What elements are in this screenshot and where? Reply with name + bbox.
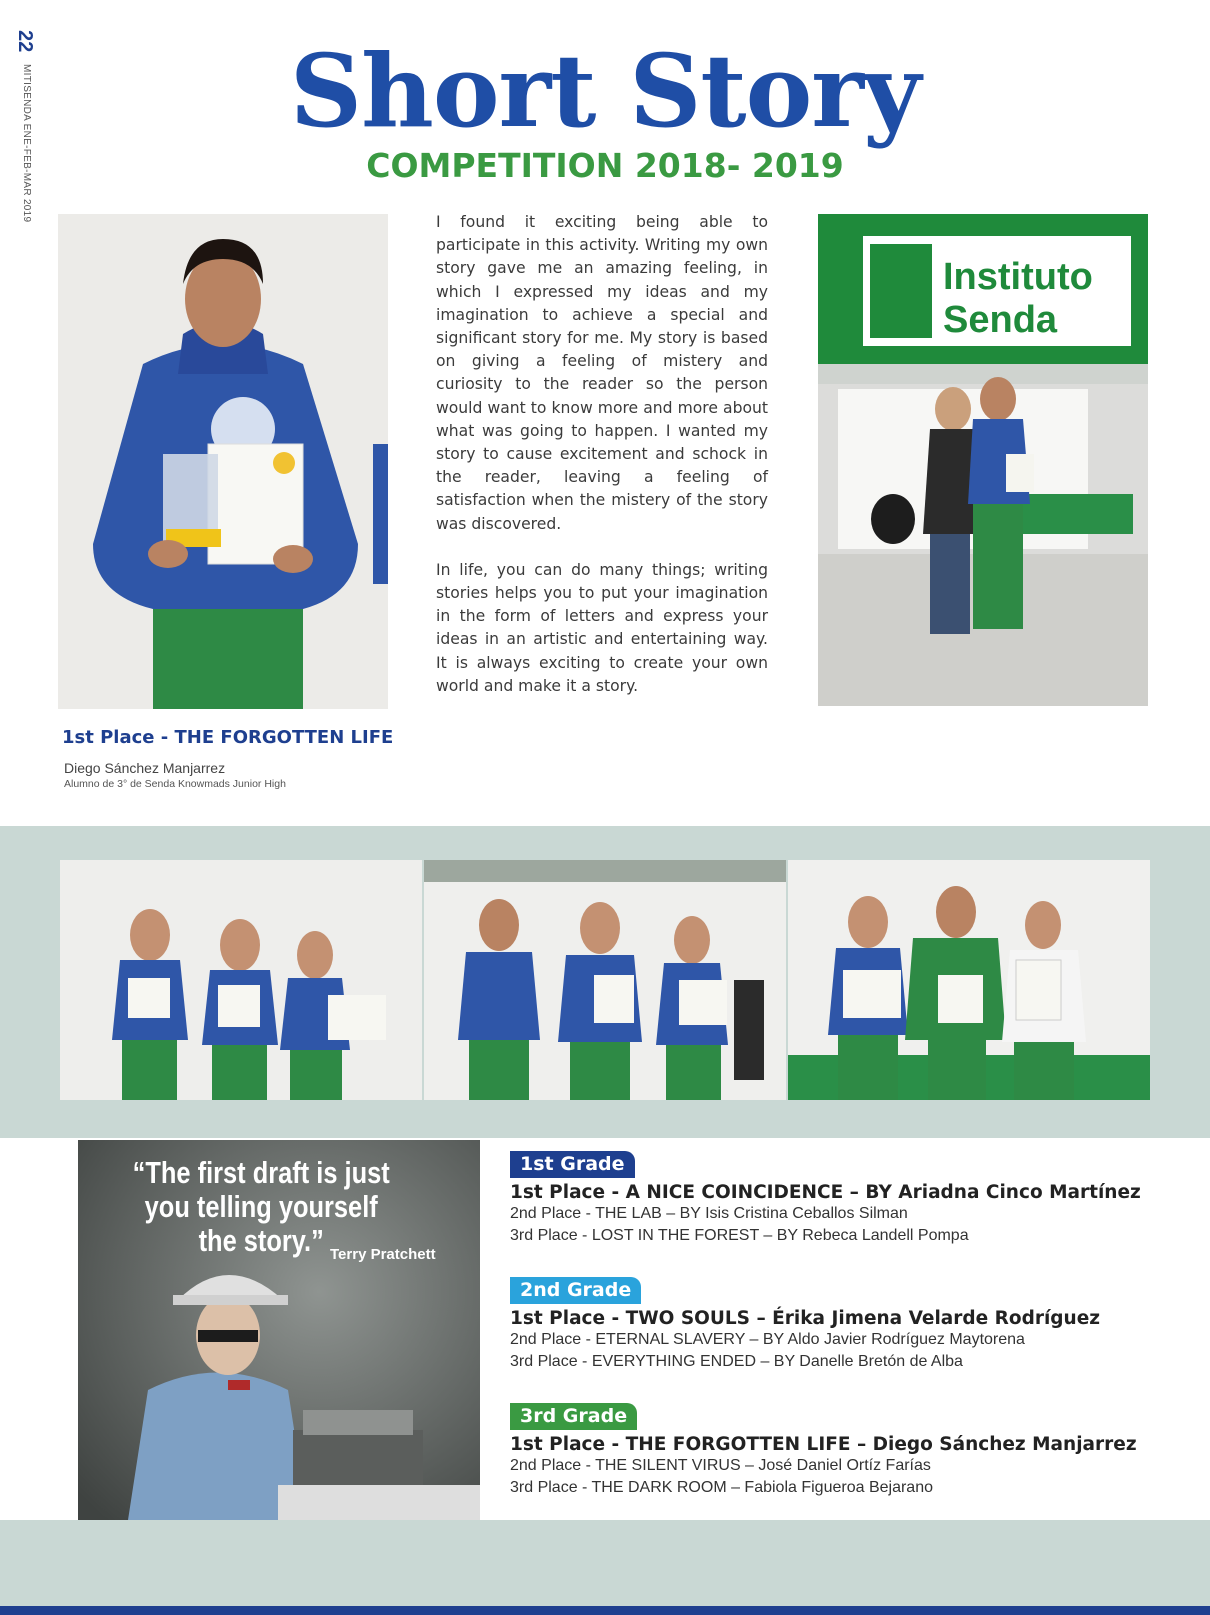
grade-first-place: 1st Place - A NICE COINCIDENCE – BY Ariadna Cinco Martínez	[510, 1182, 1141, 1203]
page-number: 22	[14, 30, 36, 53]
page-title: Short Story	[289, 32, 921, 150]
grade-section-1	[510, 1151, 1200, 1247]
winner-detail: Alumno de 3° de Senda Knowmads Junior High	[64, 778, 286, 790]
winner-caption-title: 1st Place - THE FORGOTTEN LIFE	[62, 727, 394, 748]
winner-name: Diego Sánchez Manjarrez	[64, 760, 226, 776]
footer-bar	[0, 1606, 1210, 1615]
grade-badge: 2nd Grade	[510, 1277, 641, 1304]
article-paragraph: I found it exciting being able to participate in this activity. Writing my own story gave me an amazing feeling, in which I expressed my ideas and my imagination to achieve a special and significant story for me. My story is based on giving a feeling of mistery and curiosity to the reader so the person would want to know more and more about what was going to happen. I wanted my story to cause excitement and schock in the reader, leaving a feeling of satisfaction when the mistery of the story was discovered.	[436, 213, 768, 533]
grade-second-place: 2nd Place - THE SILENT VIRUS – José Daniel Ortíz Farías	[510, 1457, 931, 1474]
grade-second-place: 2nd Place - THE LAB – BY Isis Cristina Ceballos Silman	[510, 1205, 908, 1222]
grade-section-2	[510, 1277, 1200, 1373]
quote-author: Terry Pratchett	[330, 1246, 436, 1263]
grade-first-place: 1st Place - TWO SOULS – Érika Jimena Velarde Rodríguez	[510, 1308, 1101, 1329]
group-photo-2	[424, 860, 786, 1100]
article-body	[436, 211, 768, 721]
grade-third-place: 3rd Place - LOST IN THE FOREST – BY Rebeca Landell Pompa	[510, 1227, 969, 1244]
banner-line-1: Instituto	[943, 256, 1093, 298]
issue-label: MITISENDA ENE-FEB-MAR 2019	[21, 64, 32, 223]
page-subtitle: COMPETITION 2018- 2019	[366, 146, 844, 185]
group-photo-3	[788, 860, 1150, 1100]
group-photo-1	[60, 860, 422, 1100]
winner-photo	[58, 214, 388, 709]
quote-text: “The first draft is just you telling yourself the story.”	[132, 1155, 390, 1258]
grade-section-3	[510, 1403, 1200, 1499]
grade-badge: 3rd Grade	[510, 1403, 637, 1430]
grade-badge: 1st Grade	[510, 1151, 635, 1178]
banner-line-2: Senda	[943, 299, 1058, 341]
grade-first-place: 1st Place - THE FORGOTTEN LIFE – Diego Sánchez Manjarrez	[510, 1434, 1137, 1455]
grade-third-place: 3rd Place - THE DARK ROOM – Fabiola Figueroa Bejarano	[510, 1479, 933, 1496]
award-photo	[818, 214, 1148, 706]
grade-second-place: 2nd Place - ETERNAL SLAVERY – BY Aldo Javier Rodríguez Maytorena	[510, 1331, 1025, 1348]
grade-third-place: 3rd Place - EVERYTHING ENDED – BY Danelle Bretón de Alba	[510, 1353, 963, 1370]
article-paragraph: In life, you can do many things; writing stories helps you to put your imagination in the form of letters and express your ideas in an artistic and entertaining way. It is always exciting to create your own world and make it a story.	[436, 560, 768, 695]
bottom-band	[0, 1520, 1210, 1606]
